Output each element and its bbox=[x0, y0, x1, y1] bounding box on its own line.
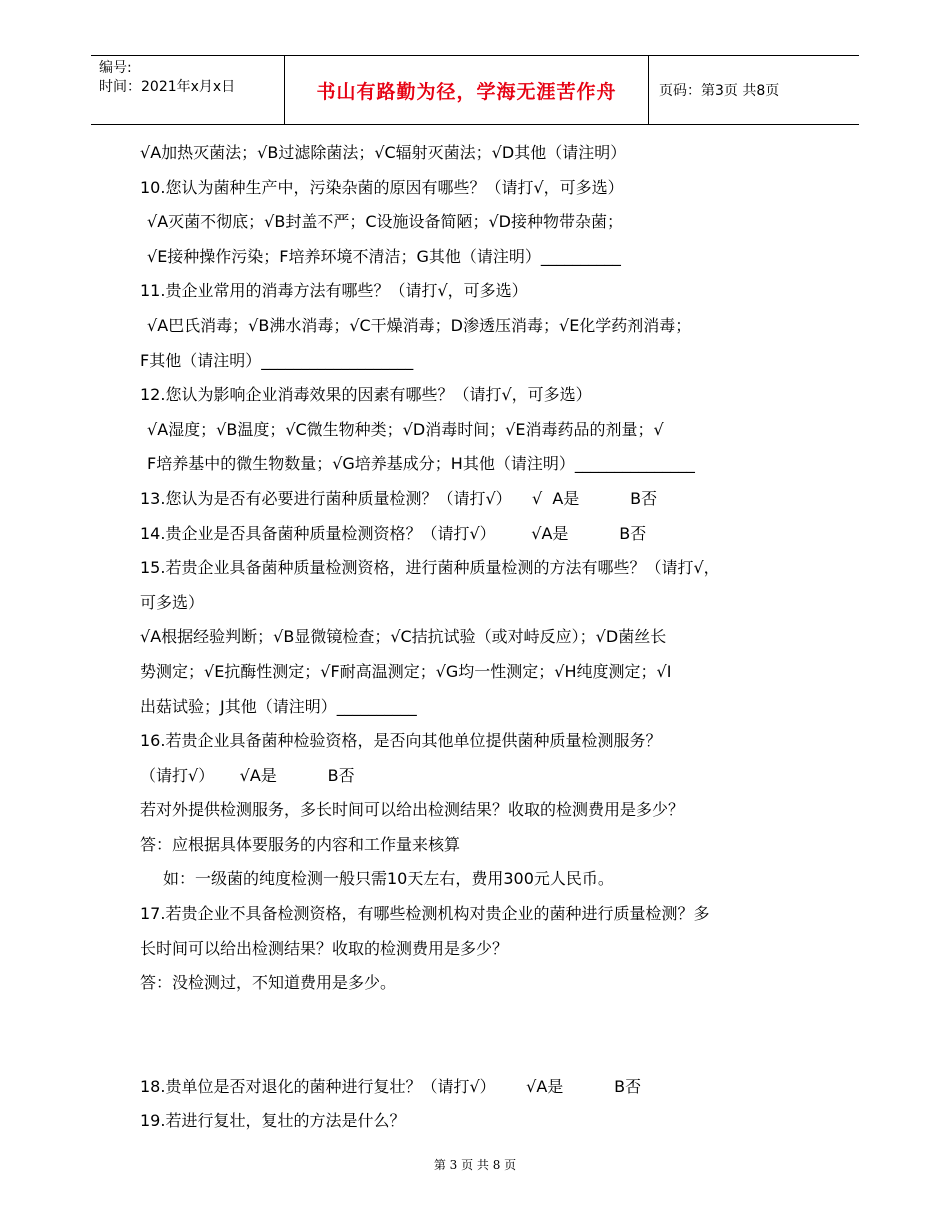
q14-question: 14.贵企业是否具备菌种质量检测资格？（请打√） √A是 B否 bbox=[140, 523, 647, 543]
q12-question: 12.您认为影响企业消毒效果的因素有哪些？（请打√，可多选） bbox=[140, 385, 592, 405]
q10-options-line-2: √E接种操作污染；F培养环境不清洁；G其他（请注明）__________ bbox=[147, 246, 621, 266]
q12-options-line-1: √A湿度；√B温度；√C微生物种类；√D消毒时间；√E消毒药品的剂量；√ bbox=[147, 419, 664, 439]
q9-options-line: √A加热灭菌法；√B过滤除菌法；√C辐射灭菌法；√D其他（请注明） bbox=[140, 143, 627, 162]
q10-options-line-1: √A灭菌不彻底；√B封盖不严；C设施设备简陋；√D接种物带杂菌； bbox=[147, 212, 624, 232]
q15-question-line-2: 可多选） bbox=[140, 592, 205, 612]
q11-question: 11.贵企业常用的消毒方法有哪些？（请打√，可多选） bbox=[140, 281, 528, 301]
header-meta bbox=[91, 56, 285, 124]
document-date: 时间：2021年x月x日 bbox=[99, 79, 236, 95]
q16-options: （请打√） √A是 B否 bbox=[140, 765, 355, 785]
page-footer: 第 3 页 共 8 页 bbox=[433, 1158, 517, 1172]
document-code-label: 编号: bbox=[99, 60, 132, 76]
page-header bbox=[91, 55, 859, 125]
questionnaire-body bbox=[140, 136, 820, 1139]
q17-question-line-2: 长时间可以给出检测结果？收取的检测费用是多少？ bbox=[140, 938, 509, 958]
q17-question-line-1: 17.若贵企业不具备检测资格，有哪些检测机构对贵企业的菌种进行质量检测？多 bbox=[140, 904, 710, 924]
q18-question: 18.贵单位是否对退化的菌种进行复壮？（请打√） √A是 B否 bbox=[140, 1076, 642, 1096]
q15-options-line-1: √A根据经验判断；√B显微镜检查；√C拮抗试验（或对峙反应）；√D菌丝长 bbox=[140, 627, 667, 647]
q15-options-line-3: 出菇试验；J其他（请注明）__________ bbox=[140, 696, 417, 716]
q16-question: 16.若贵企业具备菌种检验资格，是否向其他单位提供菌种质量检测服务？ bbox=[140, 731, 662, 751]
q11-options-line-2: F其他（请注明）___________________ bbox=[140, 350, 414, 370]
q16-followup-question: 若对外提供检测服务，多长时间可以给出检测结果？收取的检测费用是多少？ bbox=[140, 800, 685, 820]
q11-options-line-1: √A巴氏消毒；√B沸水消毒；√C干燥消毒；D渗透压消毒；√E化学药剂消毒； bbox=[147, 315, 692, 335]
q15-options-line-2: 势测定；√E抗酶性测定；√F耐高温测定；√G均一性测定；√H纯度测定；√I bbox=[140, 661, 672, 681]
header-motto: 书山有路勤为径，学海无涯苦作舟 bbox=[285, 56, 649, 124]
spacer bbox=[140, 1001, 820, 1070]
q12-options-line-2: F培养基中的微生物数量；√G培养基成分；H其他（请注明）_______________ bbox=[147, 454, 695, 474]
q10-question: 10.您认为菌种生产中，污染杂菌的原因有哪些？（请打√，可多选） bbox=[140, 177, 624, 197]
q16-answer: 答：应根据具体要服务的内容和工作量来核算 bbox=[140, 834, 461, 854]
q15-question-line-1: 15.若贵企业具备菌种质量检测资格，进行菌种质量检测的方法有哪些？（请打√， bbox=[140, 558, 720, 578]
q19-question: 19.若进行复壮，复壮的方法是什么？ bbox=[140, 1111, 406, 1131]
header-page-info: 页码：第3页 共8页 bbox=[659, 83, 780, 99]
q13-question: 13.您认为是否有必要进行菌种质量检测？（请打√） √ A是 B否 bbox=[140, 488, 658, 508]
q16-answer-example: 如：一级菌的纯度检测一般只需10天左右，费用300元人民币。 bbox=[163, 869, 614, 889]
q17-answer: 答：没检测过，不知道费用是多少。 bbox=[140, 973, 397, 993]
